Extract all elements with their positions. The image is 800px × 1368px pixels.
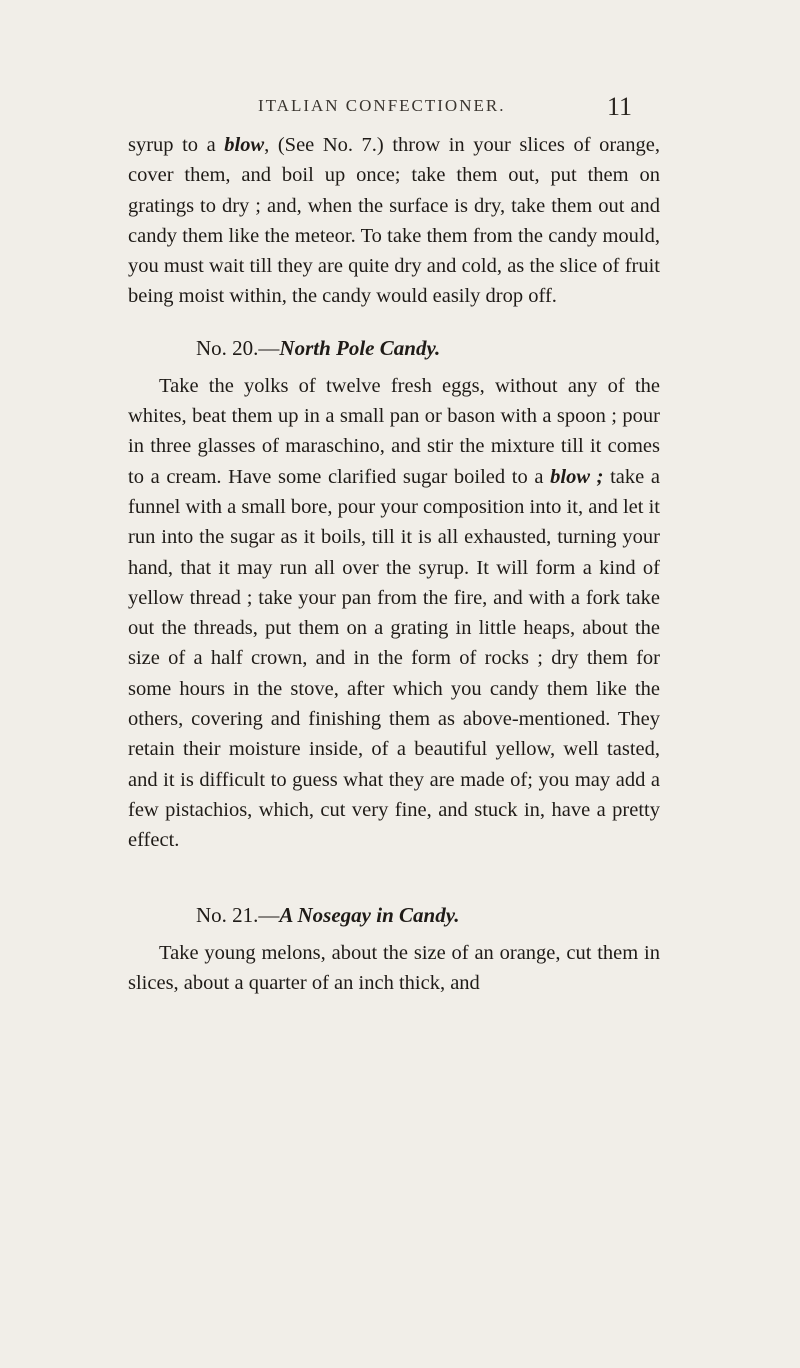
emphasis-blow: blow ; — [550, 465, 604, 488]
section-number: No. 20.— — [196, 335, 280, 360]
section-heading-21 — [128, 900, 660, 930]
section-number: No. 21.— — [196, 902, 280, 927]
paragraph-continued — [128, 130, 660, 312]
paragraph-nosegay — [128, 938, 660, 999]
running-title: ITALIAN CONFECTIONER. — [258, 96, 506, 115]
paragraph-text: Take the yolks of twelve fresh eggs, without any of the whites, beat them up in a small pan or bason with a spoon ; pour in three glasses of maraschino, and stir the mixture till it comes to a cream. Have some clarified sugar boiled to a — [128, 374, 660, 488]
paragraph-text: Take young melons, about the size of an orange, cut them in slices, about a quarter of an inch thick, and — [128, 941, 660, 994]
paragraph-lead: syrup to a — [128, 134, 225, 156]
running-head — [0, 92, 800, 122]
text-block — [128, 130, 660, 998]
section-title: A Nosegay in Candy. — [279, 902, 460, 927]
paragraph-text-continued: take a funnel with a small bore, pour your composition into it, and let it run into the sugar as it boils, till it is all exhausted, turning your hand, that it may run all over the syrup. It will form a kind of yellow thread ; take your pan from the fire, and with a fork take out the threads, put them on a grating in little heaps, about the size of a half crown, and in the form of rocks ; dry them for some hours in the stove, after which you candy them like the others, covering and finishing them as above-mentioned. They retain their moisture inside, of a beautiful yellow, well tasted, and it is difficult to guess what they are made of; you may add a few pistachios, which, cut very fine, and stuck in, have a pretty effect. — [128, 465, 660, 852]
paragraph-rest: , (See No. 7.) throw in your slices of orange, cover them, and boil up once; take them out, put them on gratings to dry ; and, when the surface is dry, take them out and candy them like the meteor. To take them from the candy mould, you must wait till they are quite dry and cold, as the slice of fruit being moist within, the candy would easily drop off. — [128, 134, 660, 308]
emphasis-blow: blow — [224, 134, 265, 156]
section-heading-20 — [128, 333, 660, 363]
section-title: North Pole Candy. — [279, 335, 441, 360]
page-number: 11 — [607, 92, 633, 121]
paragraph-north-pole — [128, 371, 660, 856]
